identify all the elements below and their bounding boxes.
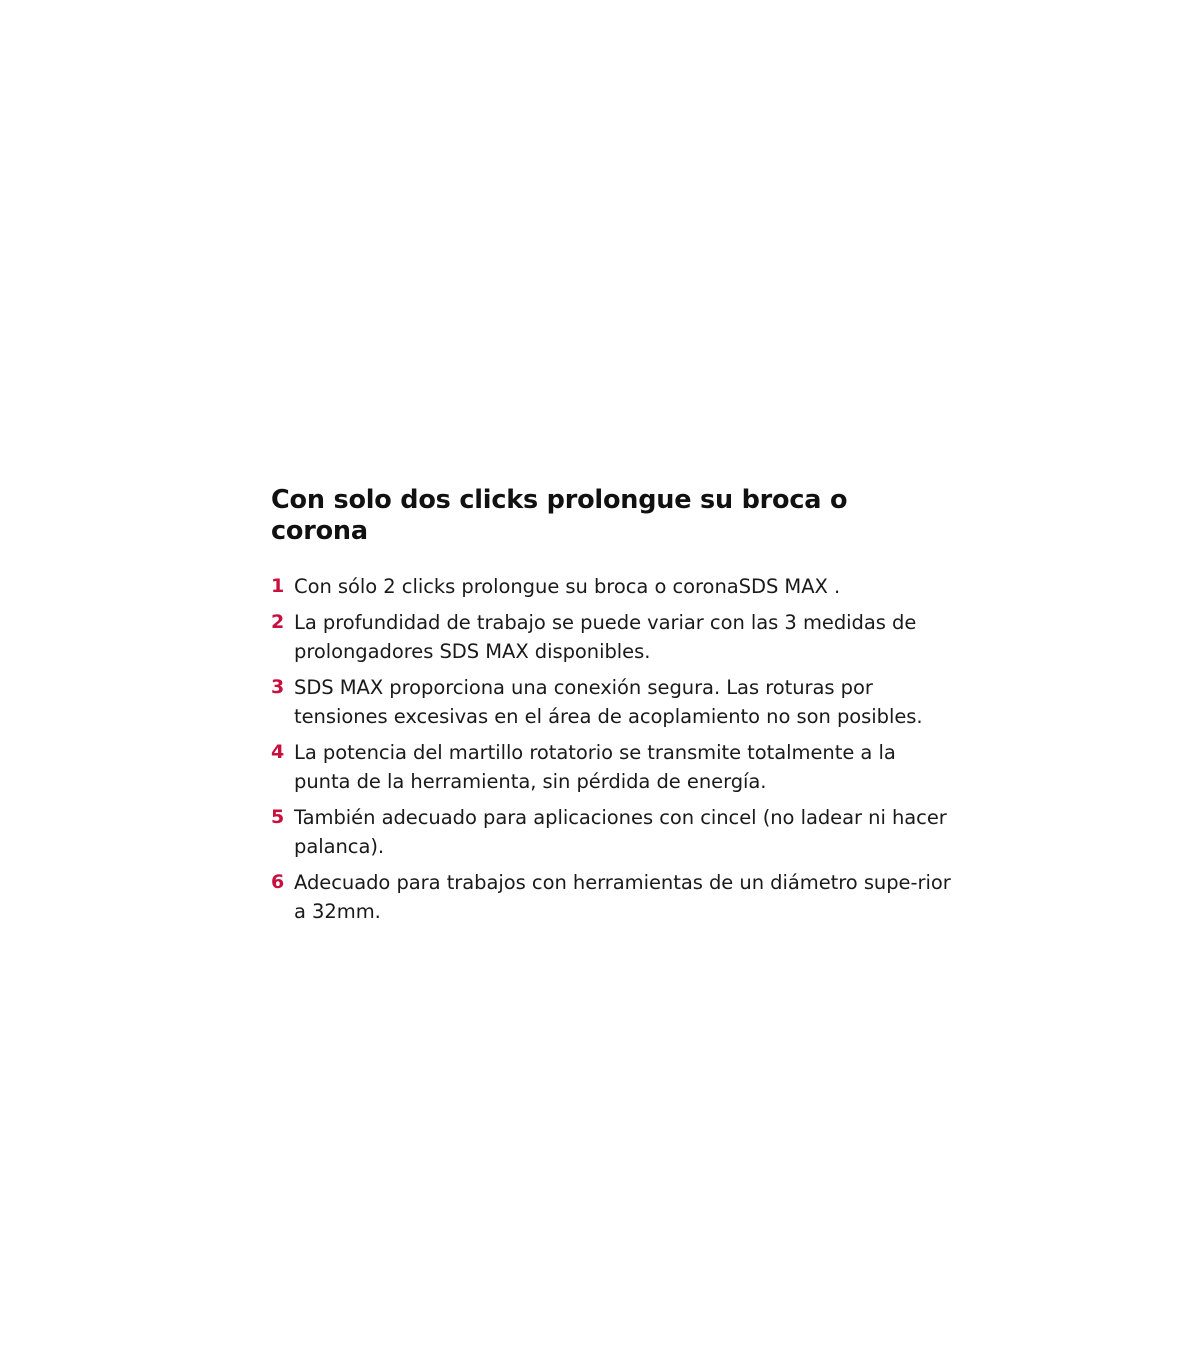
- list-item-number: 1: [271, 575, 285, 598]
- list-item: [271, 608, 951, 666]
- list-item-text: Con sólo 2 clicks prolongue su broca o coronaSDS MAX .: [294, 575, 841, 599]
- list-item-number: 5: [271, 806, 285, 829]
- list-item-number: 4: [271, 741, 285, 764]
- list-item-text: SDS MAX proporciona una conexión segura. Las roturas por tensiones excesivas en el área de acoplamiento no son posibles.: [294, 676, 923, 729]
- list-item-text: La profundidad de trabajo se puede variar con las 3 medidas de prolongadores SDS MAX disponibles.: [294, 611, 917, 664]
- list-item: [271, 738, 951, 796]
- list-item: [271, 572, 951, 601]
- list-item: [271, 673, 951, 731]
- page-title: Con solo dos clicks prolongue su broca o corona: [271, 485, 848, 546]
- list-item-text: También adecuado para aplicaciones con cincel (no ladear ni hacer palanca).: [294, 806, 947, 859]
- list-item: [271, 868, 951, 926]
- list-item-number: 3: [271, 676, 285, 699]
- list-item-text: Adecuado para trabajos con herramientas de un diámetro supe-rior a 32mm.: [294, 871, 951, 924]
- list-item-text: La potencia del martillo rotatorio se transmite totalmente a la punta de la herramienta, sin pérdida de energía.: [294, 741, 896, 794]
- list-item: [271, 803, 951, 861]
- feature-content-block: [271, 485, 951, 933]
- feature-list: [271, 572, 951, 926]
- list-item-number: 2: [271, 611, 285, 634]
- list-item-number: 6: [271, 871, 285, 894]
